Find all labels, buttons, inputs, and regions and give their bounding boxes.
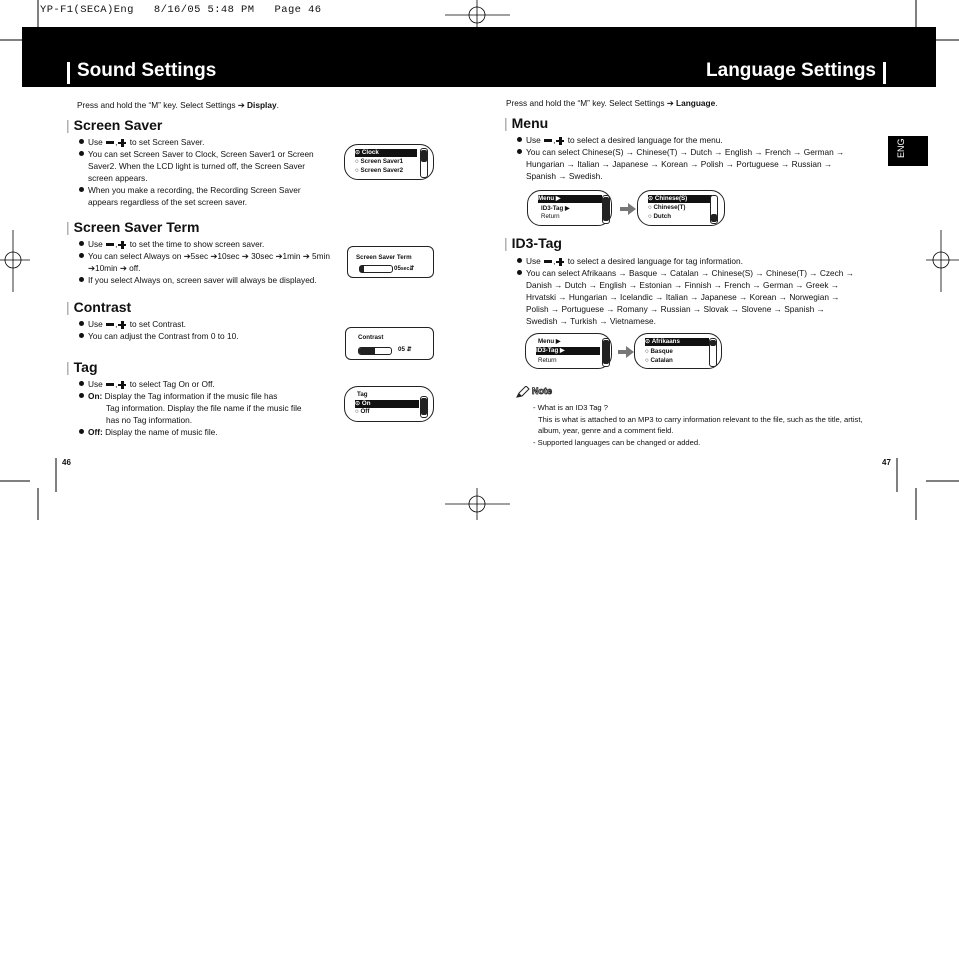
heading-text: Screen Saver Term (73, 219, 200, 235)
note-body (533, 402, 893, 448)
page-number-right: 47 (882, 458, 891, 467)
registration-mark-left (0, 230, 30, 292)
minus-key-icon (106, 243, 114, 246)
screen-saver-list (78, 136, 328, 208)
list-item: Use , to select a desired language for tag information. (516, 255, 886, 267)
contrast-list (78, 318, 333, 342)
lcd-title: Tag (357, 391, 368, 398)
intro-bold: Display (247, 100, 277, 110)
heading-text: Tag (73, 359, 98, 375)
heading-tag: | Tag (66, 359, 98, 375)
lcd-option-selected: ID3-Tag ▶ (536, 347, 600, 355)
note-line: - What is an ID3 Tag ? (533, 403, 608, 412)
lcd-option: ○ Screen Saver1 (355, 158, 404, 165)
intro-bold: Language (676, 98, 716, 108)
intro-end: . (715, 98, 718, 108)
registration-mark-top (445, 0, 510, 27)
heading-text: ID3-Tag (511, 235, 562, 251)
tag-list (78, 378, 338, 438)
title-bar-left (67, 62, 70, 84)
list-item: You can select Always on ➔5sec ➔10sec ➔ 30sec ➔1min ➔ 5min ➔10min ➔ off. (78, 250, 333, 274)
lcd-scrollbar (420, 148, 428, 178)
lcd-option: ○ Basque (645, 348, 673, 355)
registration-mark-bottom (445, 488, 510, 520)
lcd-menu-b (637, 190, 725, 226)
arrow-right-icon (620, 202, 636, 214)
minus-key-icon (106, 141, 114, 144)
note-line: This is what is attached to an MP3 to carry information relevant to the file, such as the title, artist, (538, 414, 863, 424)
pencil-icon (516, 385, 530, 397)
intro-end: . (276, 100, 279, 110)
registration-mark-right (926, 230, 959, 292)
note-line: album, year, genre and a comment field. (538, 426, 674, 435)
left-intro (77, 99, 279, 111)
heading-id3-tag: | ID3-Tag (504, 235, 562, 251)
lcd-scrollbar (710, 195, 718, 224)
lcd-option-selected: ⊙ Chinese(S) (648, 195, 712, 203)
list-item: You can select Chinese(S) → Chinese(T) → Dutch → English → French → German → Hungarian → Italian → Japanese → Korean → Polish → Portuguese → Russian → Spanish → Swedish. (516, 146, 876, 182)
lcd-option-selected: ⊙ On (355, 400, 419, 408)
lcd-option: ○ Catalan (645, 357, 673, 364)
lcd-tag (344, 386, 434, 422)
title-bar-right (883, 62, 886, 84)
list-item: Use , to set the time to show screen saver. (78, 238, 333, 250)
heading-menu: | Menu (504, 115, 549, 131)
list-item: You can select Afrikaans → Basque → Catalan → Chinese(S) → Chinese(T) → Czech → Danish → Dutch → English → Estonian → Finnish → French → German → Greek → Hrvatski → Hungarian → Icelandic → Italian → Japanese → Korean → Norwegian → Polish → Portuguese → Romany → Russian → Slovak → Slovene → Spanish → Swedish → Turkish → Vietnamese. (516, 267, 886, 327)
heading-screen-saver: | Screen Saver (66, 117, 163, 133)
language-side-tab (888, 136, 928, 166)
side-tab-label: ENG (896, 138, 906, 158)
plus-key-icon (118, 241, 126, 249)
lcd-screen-saver-term (347, 246, 434, 278)
minus-key-icon (106, 383, 114, 386)
lcd-value: 05sec⇵ (394, 265, 415, 272)
plus-key-icon (118, 321, 126, 329)
lcd-id3-a (525, 333, 612, 369)
lcd-option-selected: ⊙ Afrikaans (645, 338, 709, 346)
page-title-left: Sound Settings (77, 60, 217, 81)
lcd-value: 05 ⇵ (398, 346, 412, 353)
lcd-option: Menu ▶ (538, 338, 561, 345)
lcd-option: ○ Chinese(T) (648, 204, 686, 211)
note-label: Note (532, 386, 552, 396)
list-item: You can adjust the Contrast from 0 to 10. (78, 330, 333, 342)
lcd-screen-saver (344, 144, 434, 180)
lcd-option: Return (538, 357, 557, 364)
heading-text: Screen Saver (73, 117, 163, 133)
arrow-right-icon (618, 345, 634, 357)
heading-screen-saver-term: | Screen Saver Term (66, 219, 200, 235)
list-item: Off: Display the name of music file. (78, 426, 338, 438)
note-line: - Supported languages can be changed or added. (533, 437, 701, 447)
lcd-option-selected: Menu ▶ (538, 195, 602, 203)
list-item: On: Display the Tag information if the music file has Tag information. Display the file name if the music file has no Tag information. (78, 390, 338, 426)
list-item: When you make a recording, the Recording Screen Saver appears regardless of the set screen saver. (78, 184, 328, 208)
plus-key-icon (118, 139, 126, 147)
lcd-title: Screen Saver Term (356, 254, 412, 261)
lcd-scrollbar (602, 195, 610, 224)
heading-contrast: | Contrast (66, 299, 132, 315)
lcd-menu-a (527, 190, 612, 226)
intro-text: Press and hold the “M” key. Select Settings ➔ (506, 98, 677, 108)
list-item: Use , to set Screen Saver. (78, 136, 328, 148)
plus-key-icon (556, 137, 564, 145)
lcd-contrast (345, 327, 434, 360)
lcd-option: Return (541, 213, 560, 220)
heading-text: Menu (511, 115, 549, 131)
list-item: Use , to select a desired language for the menu. (516, 134, 876, 146)
minus-key-icon (106, 323, 114, 326)
menu-list (516, 134, 876, 182)
lcd-scrollbar (602, 338, 610, 367)
page-number-left: 46 (62, 458, 71, 467)
list-item: If you select Always on, screen saver will always be displayed. (78, 274, 333, 286)
list-item: Use , to select Tag On or Off. (78, 378, 338, 390)
plus-key-icon (556, 258, 564, 266)
lcd-level-bar (358, 347, 392, 355)
lcd-scrollbar (420, 396, 428, 418)
minus-key-icon (544, 139, 552, 142)
plus-key-icon (118, 381, 126, 389)
right-intro (506, 97, 718, 109)
heading-text: Contrast (73, 299, 132, 315)
lcd-title: Contrast (358, 334, 384, 341)
intro-text: Press and hold the “M” key. Select Settings ➔ (77, 100, 248, 110)
lcd-option: ○ Screen Saver2 (355, 167, 404, 174)
lcd-option: ID3-Tag ▶ (541, 205, 570, 212)
screen-saver-term-list (78, 238, 333, 286)
lcd-level-bar (359, 265, 393, 273)
lcd-option: ○ Dutch (648, 213, 671, 220)
lcd-option-selected: ⊙ Clock (355, 149, 417, 157)
lcd-option: ○ Off (355, 408, 370, 415)
lcd-id3-b (634, 333, 722, 369)
list-item: You can set Screen Saver to Clock, Screen Saver1 or Screen Saver2. When the LCD light is turned off, the Screen Saver screen appears. (78, 148, 328, 184)
lcd-scrollbar (709, 338, 717, 367)
list-item: Use , to set Contrast. (78, 318, 333, 330)
print-slug: YP-F1(SECA)Eng 8/16/05 5:48 PM Page 46 (40, 4, 322, 16)
minus-key-icon (544, 260, 552, 263)
id3-list (516, 255, 886, 327)
page-title-right: Language Settings (706, 60, 876, 81)
